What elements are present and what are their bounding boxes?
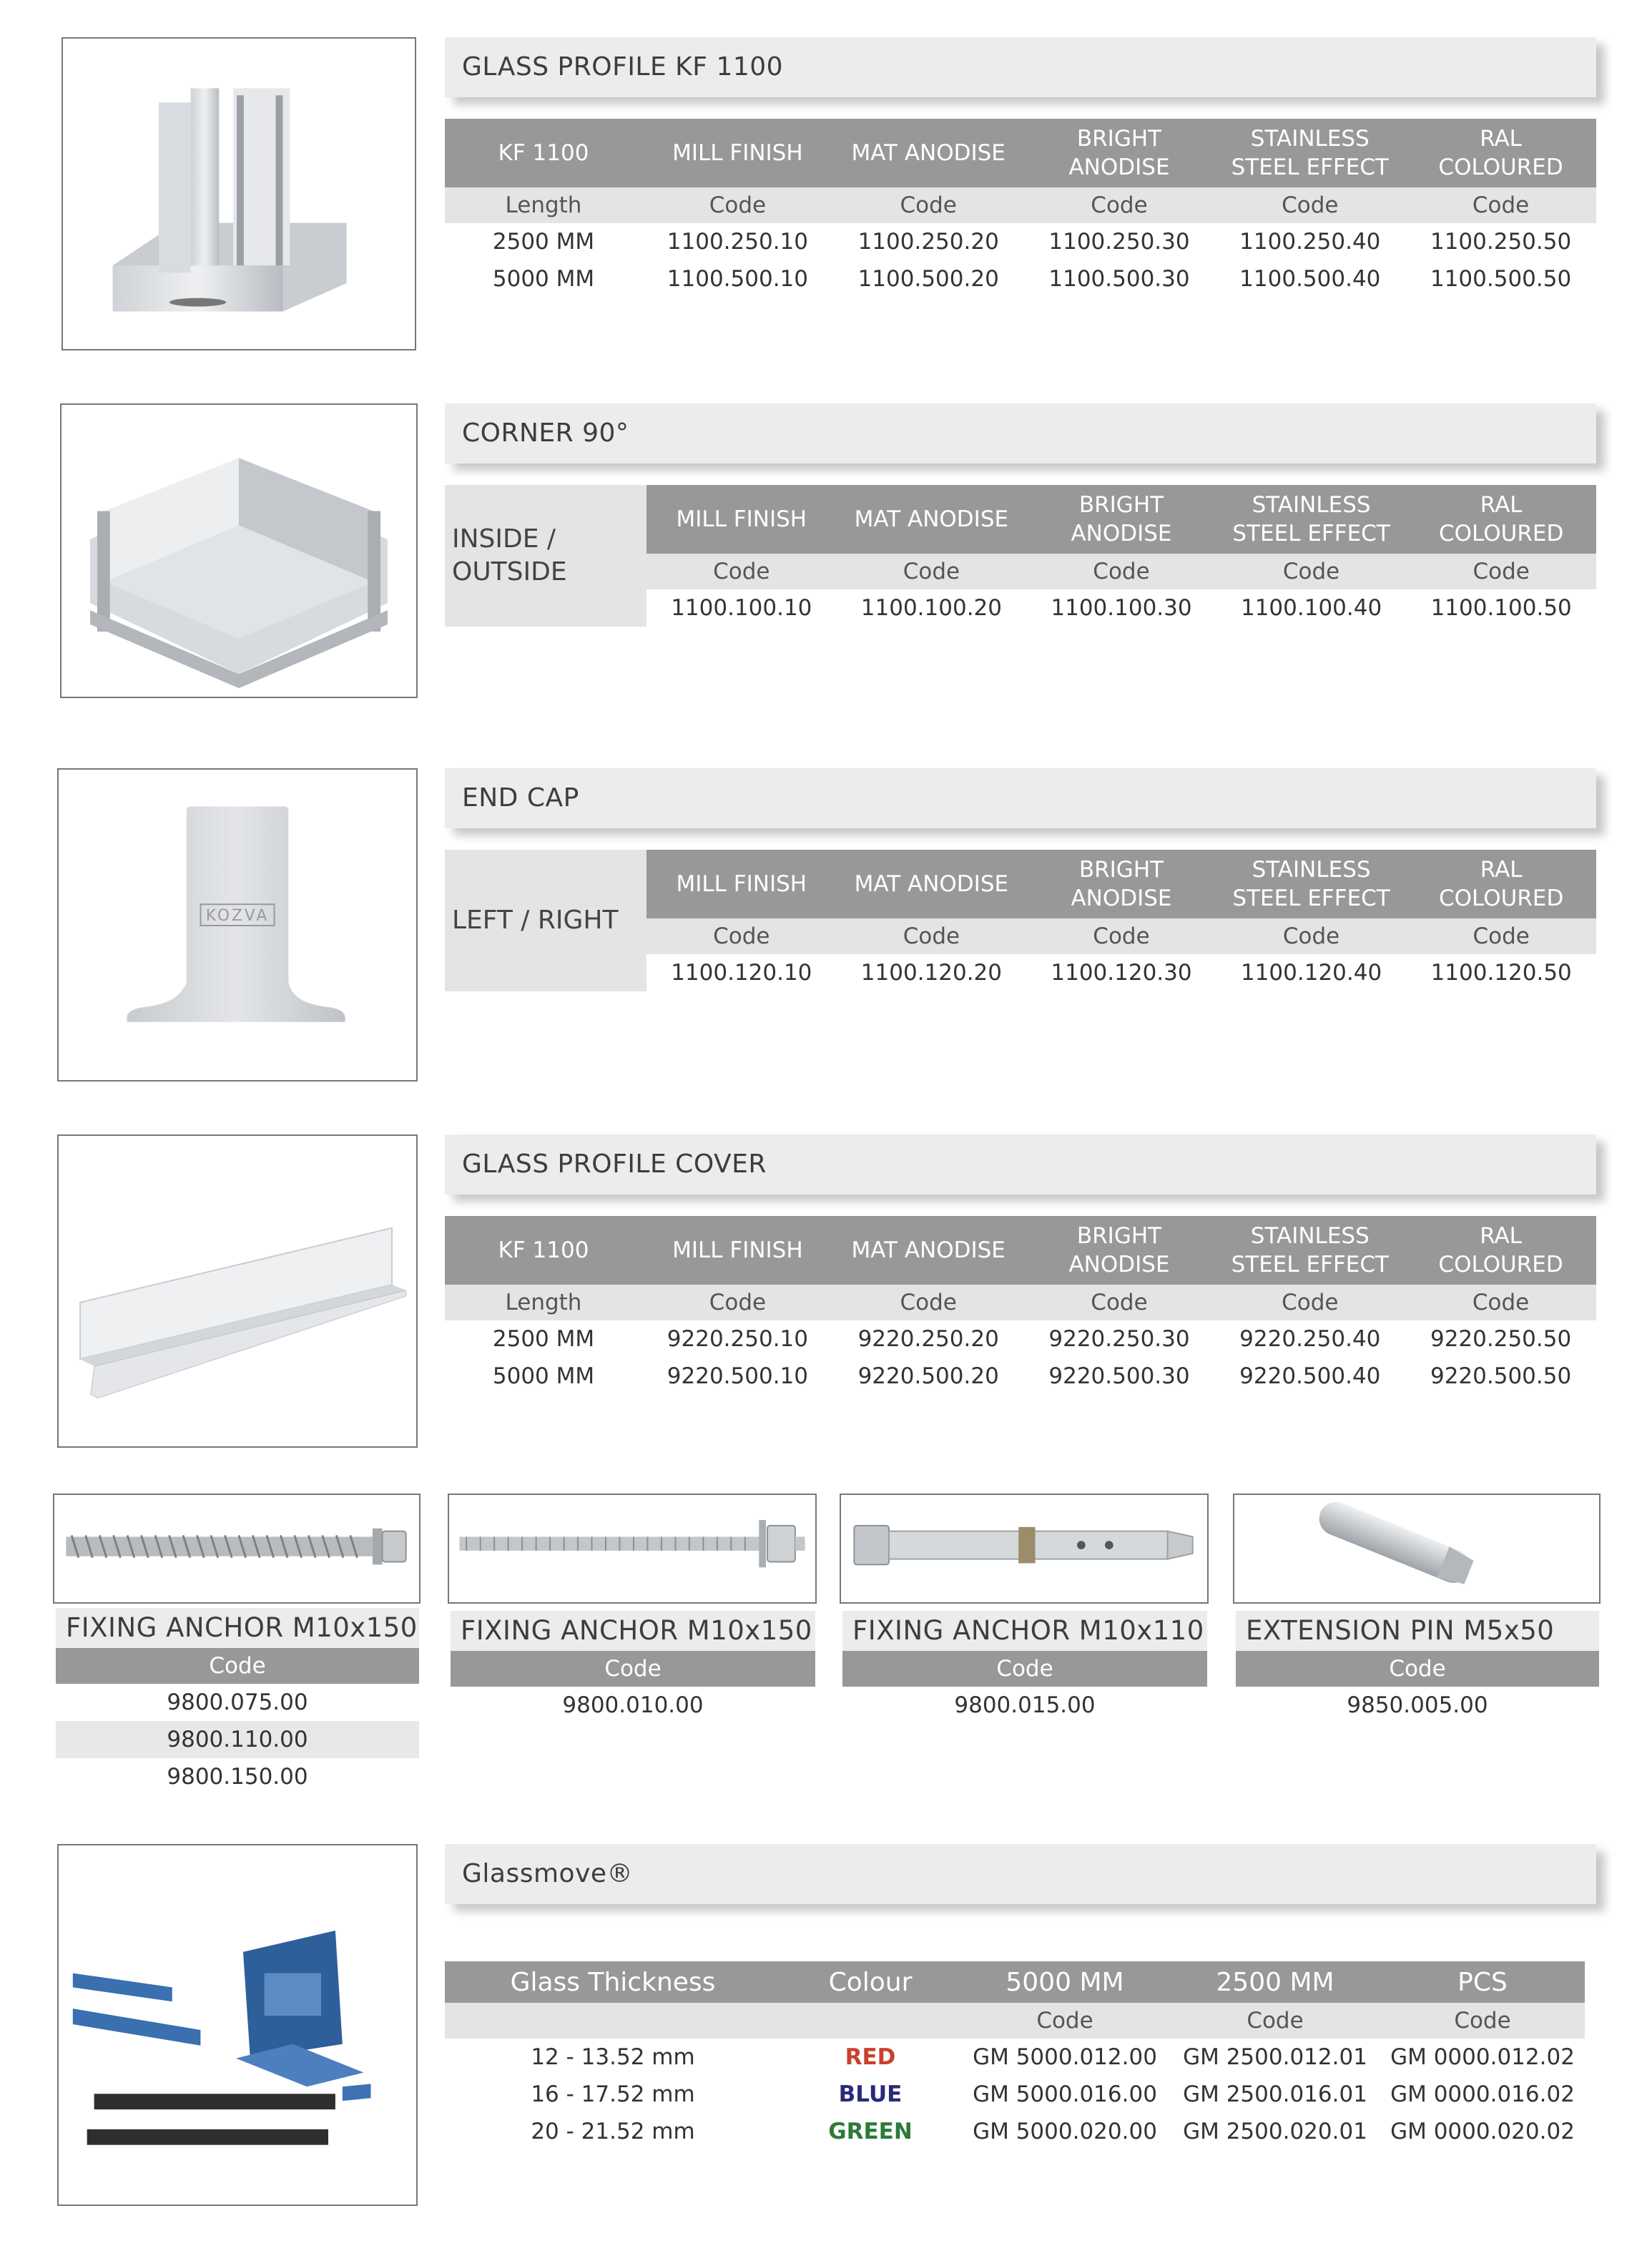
anchor-3-title: FIXING ANCHOR M10x110 (842, 1611, 1207, 1651)
code-label: Code (1405, 187, 1596, 223)
ral-header: RAL COLOURED (1405, 1216, 1596, 1285)
code-cell: 1100.120.40 (1240, 960, 1382, 986)
code-cell: 9220.500.10 (667, 1363, 808, 1389)
anchor-3-code: 9800.015.00 (954, 1692, 1096, 1718)
code-cell: 1100.100.50 (1430, 595, 1572, 621)
cover-image (57, 1134, 418, 1448)
model-header: KF 1100 (445, 1216, 642, 1285)
mat-header: MAT ANODISE (837, 850, 1027, 918)
code-cell: 1100.120.50 (1430, 960, 1572, 986)
code-cell: 9220.250.40 (1239, 1326, 1381, 1352)
code-label: Code (1024, 187, 1215, 223)
code-label: Code (833, 187, 1024, 223)
endcap-title: END CAP (445, 768, 1596, 828)
anchor-1-title: FIXING ANCHOR M10x150 (56, 1608, 419, 1648)
code-label: Code (837, 918, 1027, 954)
corner-table (445, 485, 1596, 627)
code-cell: 1100.250.10 (667, 229, 808, 255)
code-cell: GM 2500.012.01 (1183, 2044, 1367, 2070)
code-cell: GM 0000.016.02 (1390, 2081, 1575, 2107)
endcap-logo: KOZVA (205, 907, 270, 926)
code-label: Code (960, 2003, 1170, 2039)
code-cell: GM 5000.012.00 (973, 2044, 1157, 2070)
mat-header: MAT ANODISE (837, 485, 1027, 554)
row-length: 5000 MM (492, 1363, 595, 1389)
code-cell: 1100.250.20 (857, 229, 999, 255)
anchor-1-code-label: Code (56, 1648, 419, 1684)
cover-title: GLASS PROFILE COVER (445, 1134, 1596, 1195)
stainless-header: STAINLESS STEEL EFFECT (1214, 1216, 1405, 1285)
bright-header: BRIGHT ANODISE (1026, 850, 1216, 918)
endcap-side-label: LEFT / RIGHT (445, 850, 646, 991)
stainless-header: STAINLESS STEEL EFFECT (1216, 850, 1407, 918)
ral-header: RAL COLOURED (1405, 119, 1596, 187)
code-cell: 1100.120.30 (1051, 960, 1192, 986)
pin-title: EXTENSION PIN M5x50 (1236, 1611, 1599, 1651)
bright-header: BRIGHT ANODISE (1024, 1216, 1215, 1285)
ral-header: RAL COLOURED (1406, 850, 1596, 918)
code-cell: 1100.500.30 (1048, 266, 1190, 292)
thickness-cell: 20 - 21.52 mm (531, 2119, 695, 2144)
5000-header: 5000 MM (960, 1961, 1170, 2003)
length-label: Length (445, 1285, 642, 1320)
anchor-screw-image (53, 1494, 421, 1604)
anchor-1-code: 9800.110.00 (56, 1721, 419, 1758)
pin-code-label: Code (1236, 1651, 1599, 1687)
profile-table (445, 119, 1596, 298)
code-cell: 1100.100.40 (1240, 595, 1382, 621)
code-label: Code (1170, 2003, 1380, 2039)
anchor-rod-image (448, 1494, 817, 1604)
row-length: 2500 MM (492, 1326, 595, 1352)
profile-image (62, 37, 416, 350)
code-cell: 9220.250.50 (1430, 1326, 1572, 1352)
colour-header: Colour (781, 1961, 960, 2003)
code-cell: 9220.250.30 (1048, 1326, 1190, 1352)
code-label: Code (646, 554, 837, 589)
corner-title: CORNER 90° (445, 403, 1596, 464)
code-cell: 1100.120.20 (860, 960, 1002, 986)
code-cell: 9220.500.20 (857, 1363, 999, 1389)
corner-side-label: INSIDE / OUTSIDE (445, 485, 646, 627)
ral-header: RAL COLOURED (1406, 485, 1596, 554)
bright-header: BRIGHT ANODISE (1024, 119, 1215, 187)
code-cell: 1100.250.30 (1048, 229, 1190, 255)
stainless-header: STAINLESS STEEL EFFECT (1216, 485, 1407, 554)
code-cell: 1100.100.10 (671, 595, 812, 621)
anchor-sleeve-image (840, 1494, 1209, 1604)
code-label: Code (1214, 187, 1405, 223)
code-label: Code (1216, 918, 1407, 954)
code-cell: 9220.250.10 (667, 1326, 808, 1352)
colour-cell-green: GREEN (828, 2119, 913, 2144)
corner-image (60, 403, 418, 698)
code-cell: GM 0000.020.02 (1390, 2119, 1575, 2144)
anchor-3-code-label: Code (842, 1651, 1207, 1687)
mat-header: MAT ANODISE (833, 1216, 1024, 1285)
code-cell: 1100.100.30 (1051, 595, 1192, 621)
endcap-image (57, 768, 418, 1082)
code-cell: 9220.500.30 (1048, 1363, 1190, 1389)
code-cell: 9220.500.50 (1430, 1363, 1572, 1389)
empty-sub (781, 2003, 960, 2039)
anchor-1-code: 9800.075.00 (167, 1690, 308, 1715)
code-cell: 1100.500.10 (667, 266, 808, 292)
length-label: Length (445, 187, 642, 223)
code-cell: 1100.500.20 (857, 266, 999, 292)
cover-table (445, 1216, 1596, 1395)
anchor-2-code: 9800.010.00 (562, 1692, 704, 1718)
thickness-cell: 12 - 13.52 mm (531, 2044, 695, 2070)
code-label: Code (1214, 1285, 1405, 1320)
empty-sub (445, 2003, 781, 2039)
code-cell: GM 2500.020.01 (1183, 2119, 1367, 2144)
code-cell: 1100.500.50 (1430, 266, 1572, 292)
extension-pin-image (1233, 1494, 1601, 1604)
thickness-cell: 16 - 17.52 mm (531, 2081, 695, 2107)
mill-header: MILL FINISH (642, 119, 833, 187)
row-length: 5000 MM (492, 266, 595, 292)
code-label: Code (1026, 918, 1216, 954)
glassmove-title: Glassmove® (445, 1844, 1596, 1904)
code-label: Code (1216, 554, 1407, 589)
code-label: Code (1406, 554, 1596, 589)
code-cell: 9220.500.40 (1239, 1363, 1381, 1389)
stainless-header: STAINLESS STEEL EFFECT (1214, 119, 1405, 187)
code-cell: GM 5000.020.00 (973, 2119, 1157, 2144)
profile-title: GLASS PROFILE KF 1100 (445, 37, 1596, 97)
code-cell: GM 5000.016.00 (973, 2081, 1157, 2107)
code-cell: 9220.250.20 (857, 1326, 999, 1352)
code-cell: 1100.500.40 (1239, 266, 1381, 292)
row-length: 2500 MM (492, 229, 595, 255)
mill-header: MILL FINISH (646, 850, 837, 918)
code-label: Code (1406, 918, 1596, 954)
2500-header: 2500 MM (1170, 1961, 1380, 2003)
anchor-2-code-label: Code (451, 1651, 815, 1687)
endcap-table (445, 850, 1596, 991)
mat-header: MAT ANODISE (833, 119, 1024, 187)
anchor-1-code: 9800.150.00 (167, 1764, 308, 1790)
mill-header: MILL FINISH (646, 485, 837, 554)
code-cell: 1100.250.50 (1430, 229, 1572, 255)
model-header: KF 1100 (445, 119, 642, 187)
code-cell: 1100.250.40 (1239, 229, 1381, 255)
code-label: Code (1026, 554, 1216, 589)
code-cell: 1100.120.10 (671, 960, 812, 986)
code-cell: GM 0000.012.02 (1390, 2044, 1575, 2070)
glassmove-image (57, 1844, 418, 2206)
pcs-header: PCS (1380, 1961, 1585, 2003)
colour-cell-blue: BLUE (838, 2081, 903, 2107)
mill-header: MILL FINISH (642, 1216, 833, 1285)
glassmove-table (445, 1961, 1585, 2150)
pin-code: 9850.005.00 (1347, 1692, 1488, 1718)
code-cell: GM 2500.016.01 (1183, 2081, 1367, 2107)
bright-header: BRIGHT ANODISE (1026, 485, 1216, 554)
code-label: Code (642, 187, 833, 223)
code-label: Code (1024, 1285, 1215, 1320)
thickness-header: Glass Thickness (445, 1961, 781, 2003)
code-label: Code (837, 554, 1027, 589)
code-label: Code (1405, 1285, 1596, 1320)
code-label: Code (642, 1285, 833, 1320)
code-label: Code (646, 918, 837, 954)
code-label: Code (1380, 2003, 1585, 2039)
anchor-2-title: FIXING ANCHOR M10x150 (451, 1611, 815, 1651)
colour-cell-red: RED (845, 2044, 896, 2070)
code-label: Code (833, 1285, 1024, 1320)
code-cell: 1100.100.20 (860, 595, 1002, 621)
